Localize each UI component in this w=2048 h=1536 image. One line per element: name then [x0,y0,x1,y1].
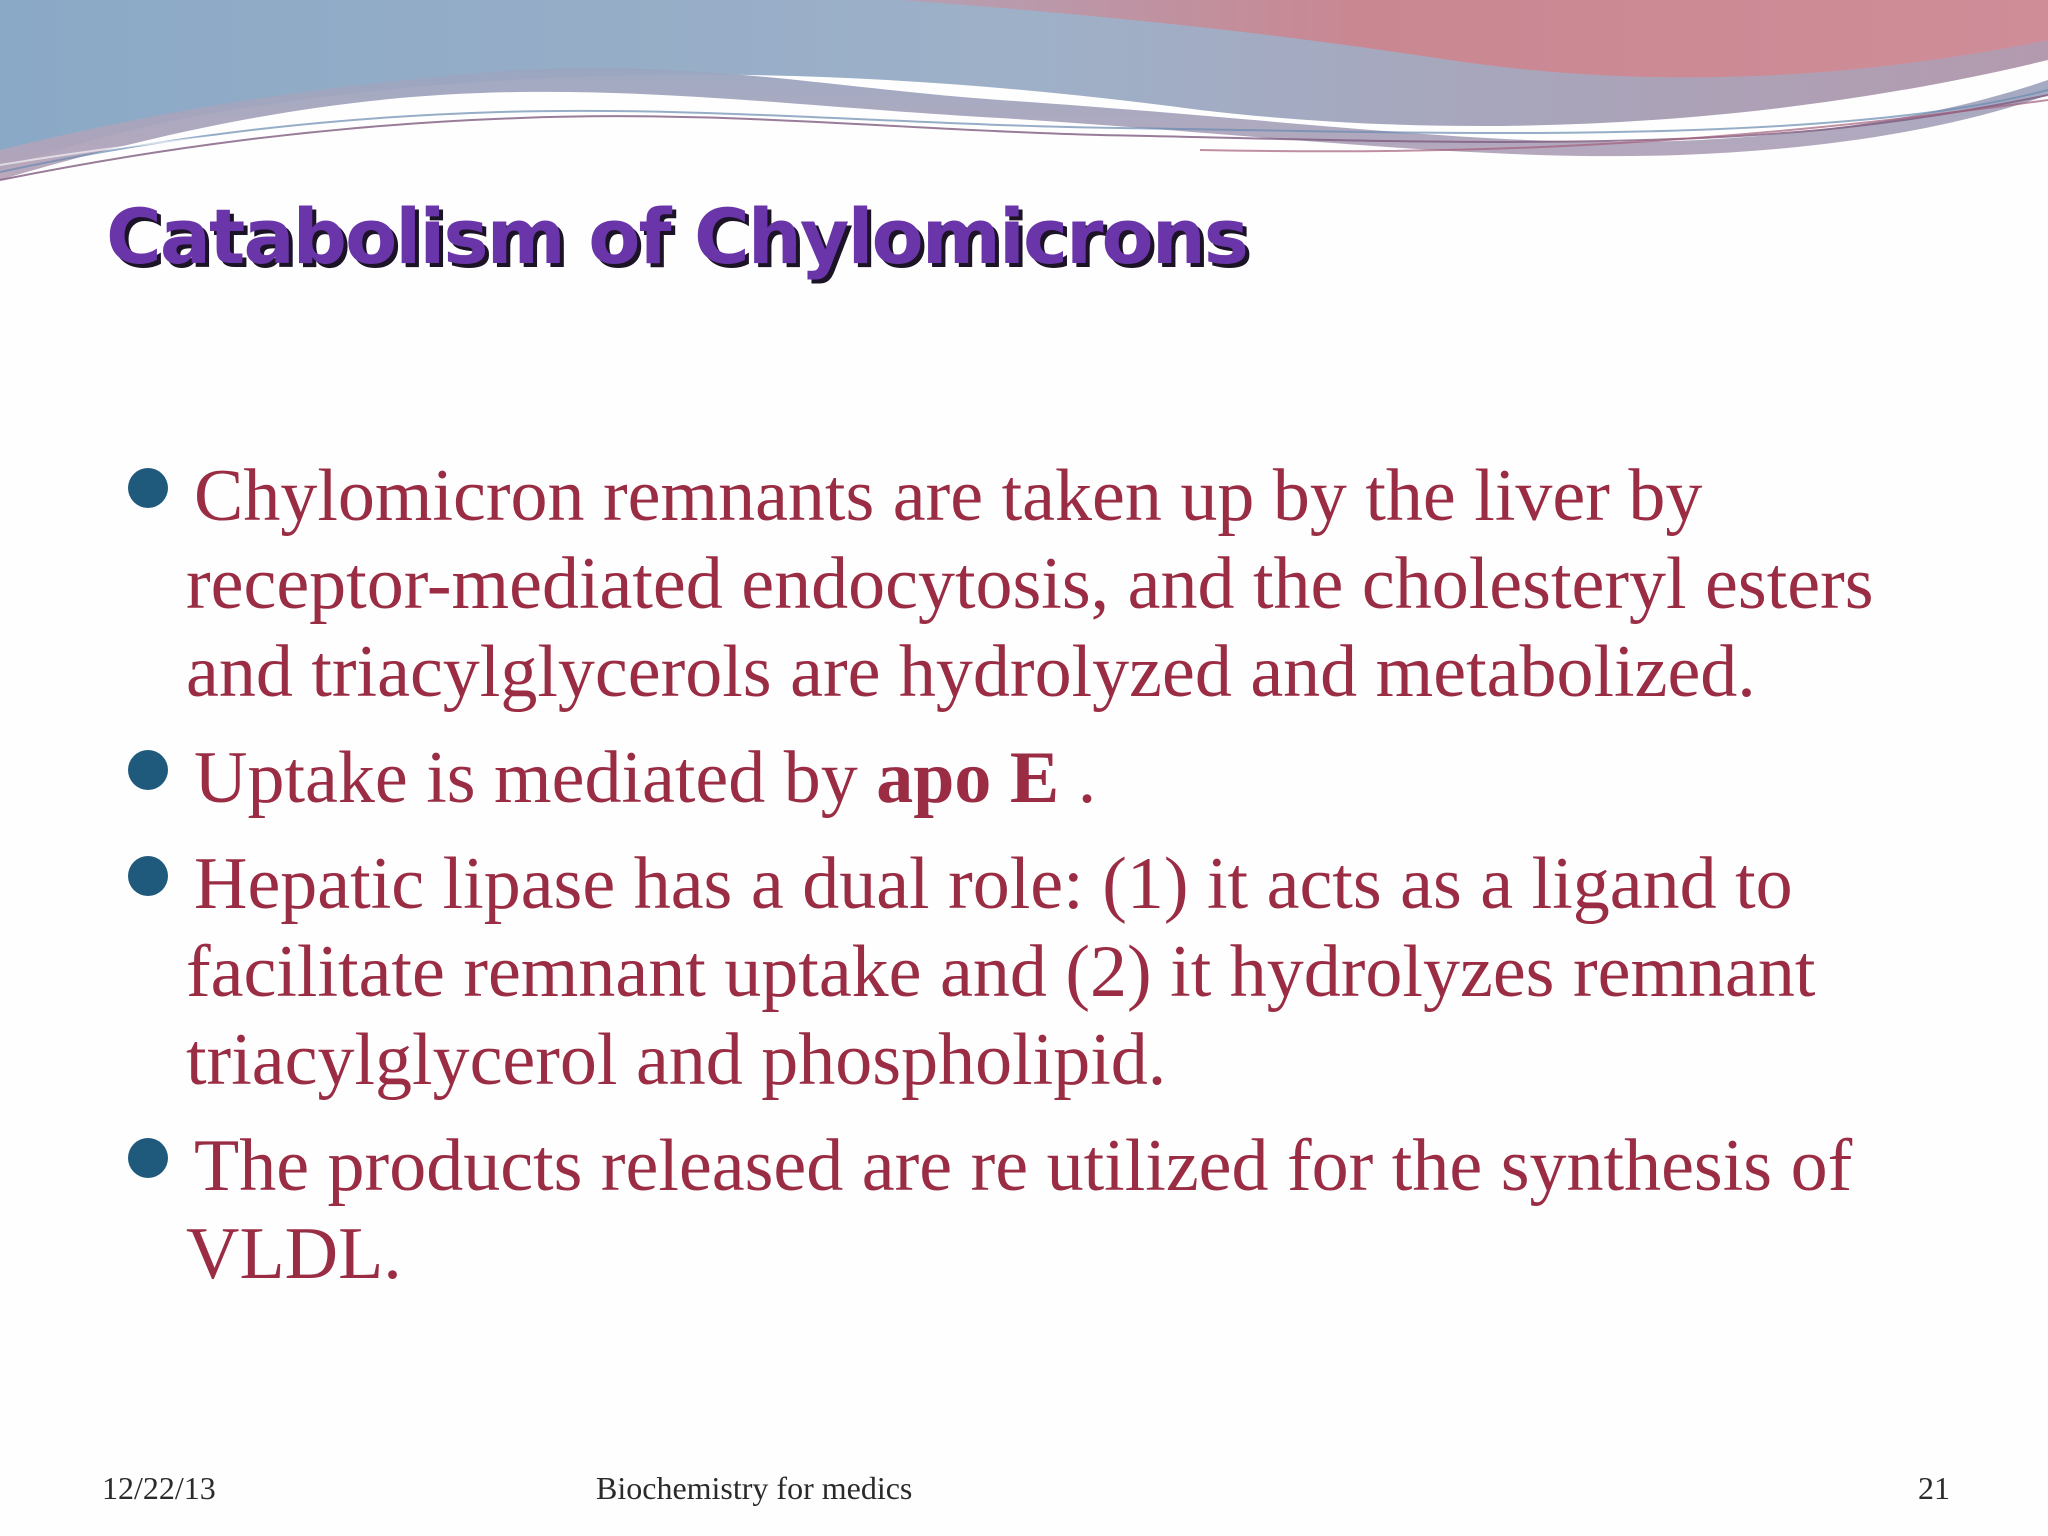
footer-title: Biochemistry for medics [596,1470,913,1506]
bullet-item [128,840,1928,1104]
slide-title: Catabolism of Chylomicrons [106,192,1248,281]
bullet-list [128,452,1928,1316]
footer-date: 12/22/13 [102,1470,216,1506]
bullet-item [128,452,1928,716]
bullet-dot-icon [128,468,168,508]
bullet-item [128,734,1928,822]
page-number: 21 [1918,1470,1950,1506]
bullet-text: Hepatic lipase has a dual role: (1) it acts as a ligand to facilitate remnant uptake and (2) it hydrolyzes remnant triacylglycerol and phospholipid. [186,843,1816,1101]
bullet-item [128,1122,1928,1298]
bullet-text-bold: apo E [876,737,1060,819]
bullet-text [186,734,1928,822]
bullet-text-end: . [1059,737,1097,819]
bullet-text-start: Uptake is mediated by [194,737,877,819]
bullet-text: Chylomicron remnants are taken up by the liver by receptor-mediated endocytosis, and the cholesteryl esters and triacylglycerols are hydrolyzed and metabolized. [186,455,1874,713]
bullet-dot-icon [128,750,168,790]
bullet-dot-icon [128,1138,168,1178]
bullet-text: The products released are re utilized for the synthesis of VLDL. [186,1125,1853,1295]
bullet-dot-icon [128,856,168,896]
